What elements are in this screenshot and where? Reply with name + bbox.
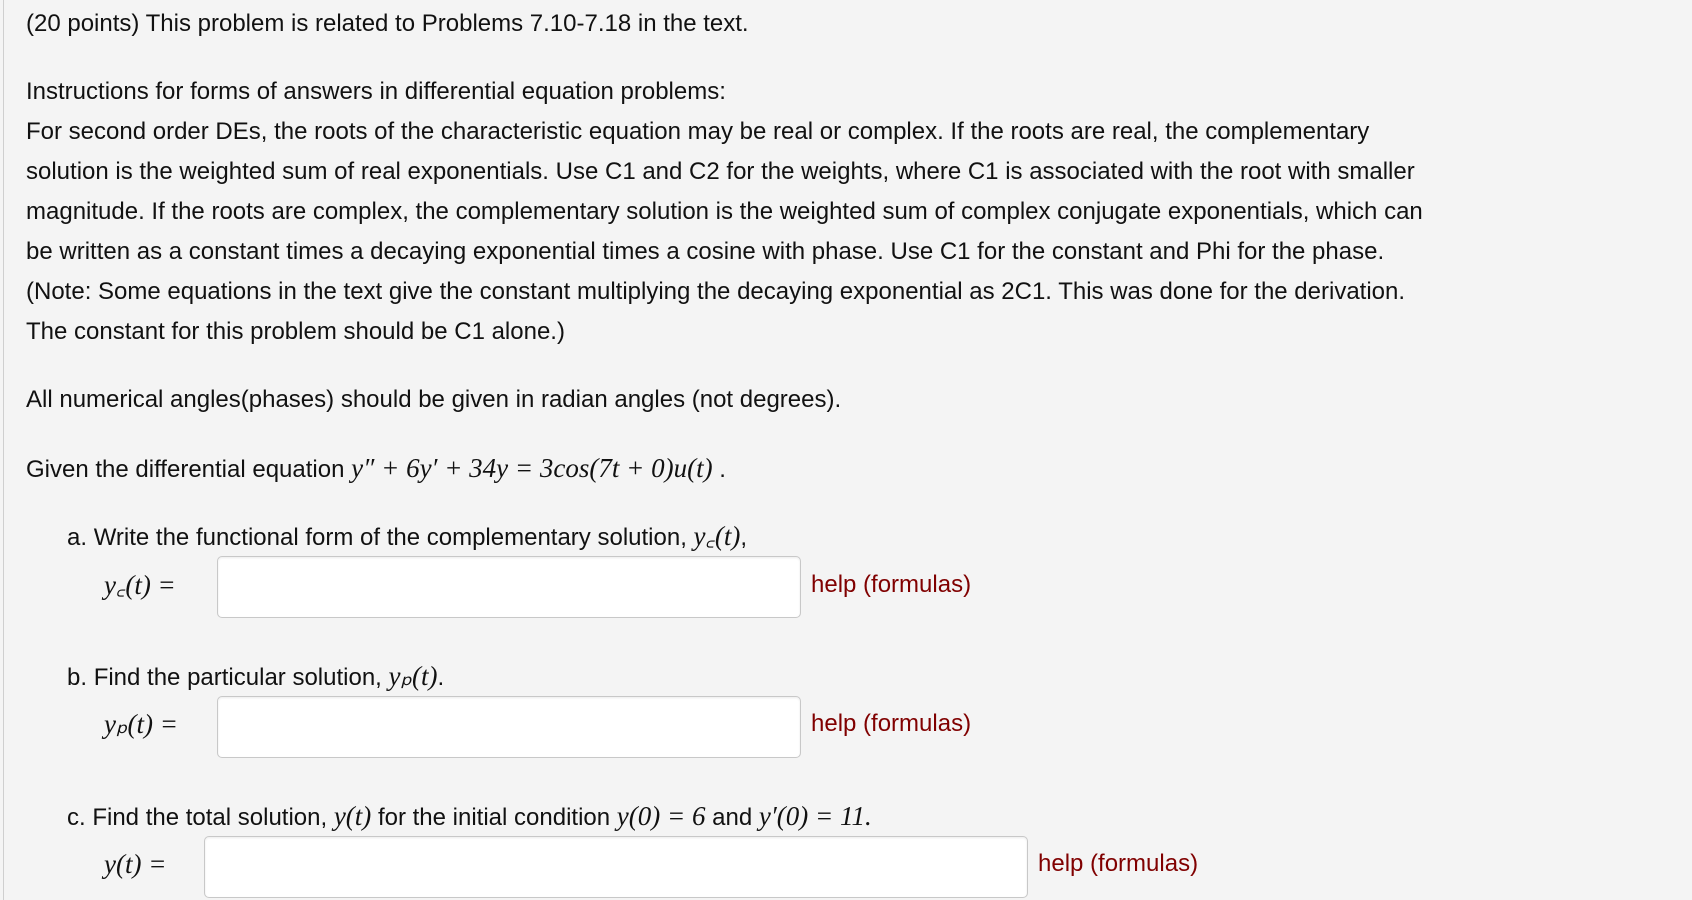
instructions-line: be written as a constant times a decaying exponential times a cosine with phase. Use C1 for the constant and Phi for the phase.: [26, 238, 1385, 265]
problem-header: (20 points) This problem is related to Problems 7.10-7.18 in the text.: [26, 10, 749, 37]
instructions-line: magnitude. If the roots are complex, the complementary solution is the weighted sum of complex conjugate exponentials, which can: [26, 198, 1423, 225]
given-suffix: .: [712, 456, 726, 483]
part-a-prompt: [67, 516, 747, 558]
part-text: Find the total solution,: [92, 804, 334, 831]
answer-a-label: y꜀(t) =: [104, 570, 176, 600]
part-letter: a.: [67, 524, 88, 551]
instructions-line: The constant for this problem should be C1 alone.): [26, 318, 565, 345]
part-math: y(0) = 6: [616, 801, 706, 831]
given-equation: [26, 448, 726, 490]
part-b-prompt: [67, 656, 444, 698]
instructions-line: solution is the weighted sum of real exponentials. Use C1 and C2 for the weights, where C1 is associated with the root with smaller: [26, 158, 1415, 185]
part-text: and: [705, 804, 759, 831]
part-end: ,: [740, 524, 748, 551]
answer-b-label: yₚ(t) =: [104, 709, 178, 739]
help-formulas-link[interactable]: help (formulas): [1038, 850, 1199, 877]
instructions-title: Instructions for forms of answers in differential equation problems:: [26, 78, 726, 105]
given-prefix: Given the differential equation: [26, 456, 352, 483]
help-formulas-link[interactable]: help (formulas): [811, 571, 972, 598]
instructions-line: (Note: Some equations in the text give the constant multiplying the decaying exponential as 2C1. This was done for the derivation.: [26, 278, 1406, 305]
problem-panel: [3, 0, 1692, 900]
part-text: Write the functional form of the complementary solution,: [93, 524, 694, 551]
angles-note: All numerical angles(phases) should be given in radian angles (not degrees).: [26, 386, 842, 413]
part-text: for the initial condition: [371, 804, 617, 831]
answer-c-label: y(t) =: [104, 849, 167, 879]
help-formulas-link[interactable]: help (formulas): [811, 710, 972, 737]
part-c-prompt: [67, 796, 872, 838]
differential-equation: y″ + 6y′ + 34y = 3cos(7t + 0)u(t): [351, 453, 713, 483]
part-end: .: [437, 664, 445, 691]
answer-b-input[interactable]: [217, 696, 801, 758]
part-math: yₚ(t): [388, 661, 438, 691]
part-text: Find the particular solution,: [93, 664, 389, 691]
answer-c-input[interactable]: [204, 836, 1028, 898]
part-math: y꜀(t): [693, 521, 741, 551]
part-letter: b.: [67, 664, 88, 691]
answer-a-input[interactable]: [217, 556, 801, 618]
instructions-line: For second order DEs, the roots of the characteristic equation may be real or complex. If the roots are real, the complementary: [26, 118, 1370, 145]
part-math: y′(0) = 11.: [758, 801, 872, 831]
part-letter: c.: [67, 804, 86, 831]
part-math: y(t): [333, 801, 372, 831]
